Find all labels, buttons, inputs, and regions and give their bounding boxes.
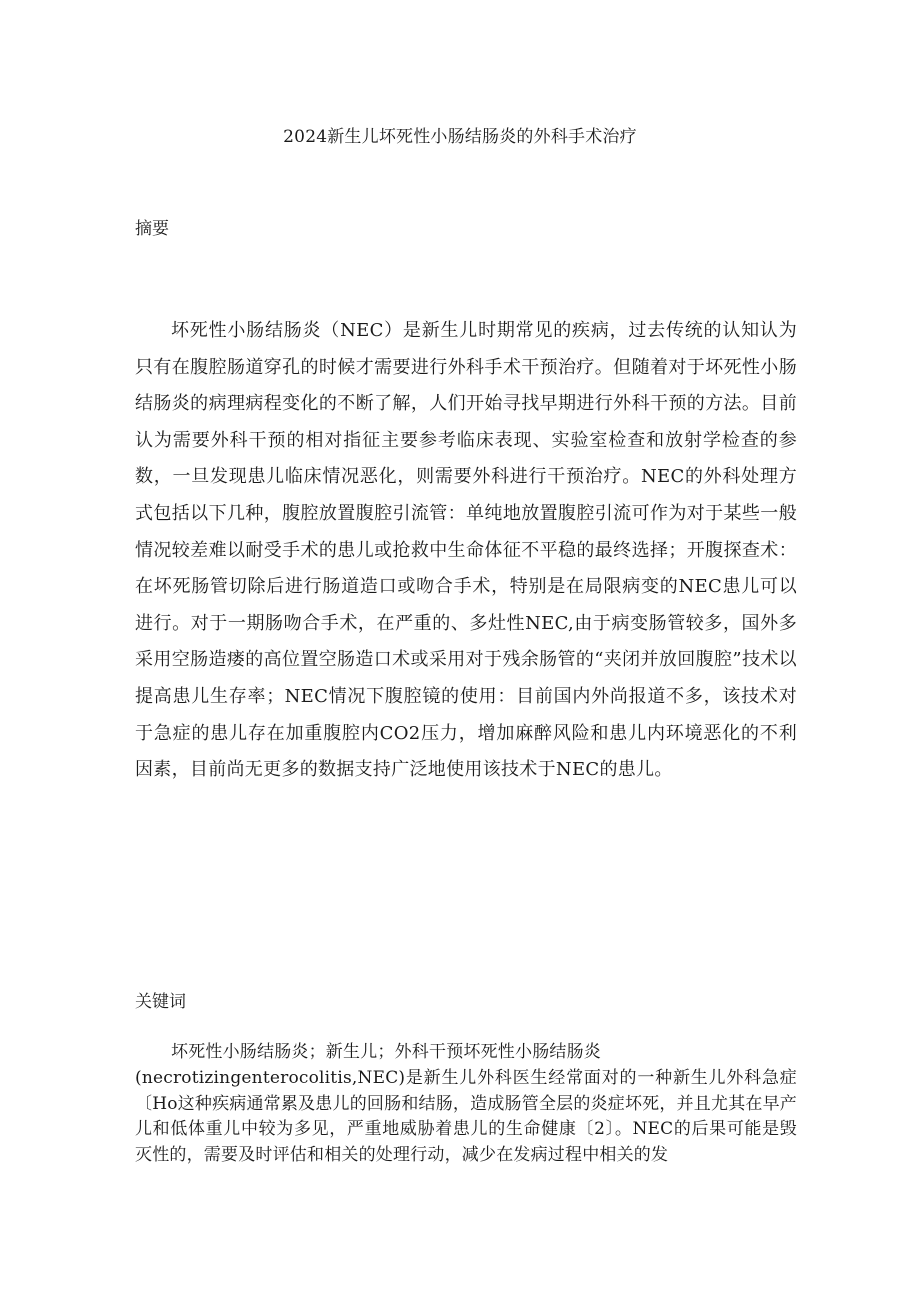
intro-paragraph: (necrotizingenterocolitis,NEC)是新生儿外科医生经常面对的一种新生儿外科急症〔Ho这种疾病通常累及患儿的回肠和结肠，造成肠管全层的炎症坏死，并且尤其在早产儿和低体重儿中较为多见，严重地威胁着患儿的生命健康〔2〕。NEC的后果可能是毁灭性的，需要及时评估和相关的处理行动，减少在发病过程中相关的发 — [135, 1067, 797, 1166]
abstract-heading: 摘要 — [135, 219, 169, 239]
abstract-paragraph: 坏死性小肠结肠炎（NEC）是新生儿时期常见的疾病，过去传统的认知认为只有在腹腔肠道穿孔的时候才需要进行外科手术干预治疗。但随着对于坏死性小肠结肠炎的病理病程变化的不断了解，人们开始寻找早期进行外科干预的方法。目前认为需要外科干预的相对指征主要参考临床表现、实验室检查和放射学检查的参数，一旦发现患儿临床情况恶化，则需要外科进行干预治疗。NEC的外科处理方式包括以下几种，腹腔放置腹腔引流管：单纯地放置腹腔引流可作为对于某些一般情况较差难以耐受手术的患儿或抢救中生命体征不平稳的最终选择；开腹探查术：在坏死肠管切除后进行肠道造口或吻合手术，特别是在局限病变的NEC患儿可以进行。对于一期肠吻合手术，在严重的、多灶性NEC,由于病变肠管较多，国外多采用空肠造瘘的高位置空肠造口术或采用对于残余肠管的“夹闭并放回腹腔”技术以提高患儿生存率；NEC情况下腹腔镜的使用：目前国内外尚报道不多，该技术对于急症的患儿存在加重腹腔内CO2压力，增加麻醉风险和患儿内环境恶化的不利因素，目前尚无更多的数据支持广泛地使用该技术于NEC的患儿。 — [135, 320, 797, 781]
keywords-section — [135, 1040, 797, 1169]
document-title: 2024新生儿坏死性小肠结肠炎的外科手术治疗 — [283, 127, 637, 147]
keywords-line: 坏死性小肠结肠炎；新生儿；外科干预坏死性小肠结肠炎 — [171, 1042, 601, 1062]
keywords-heading: 关键词 — [135, 992, 186, 1012]
